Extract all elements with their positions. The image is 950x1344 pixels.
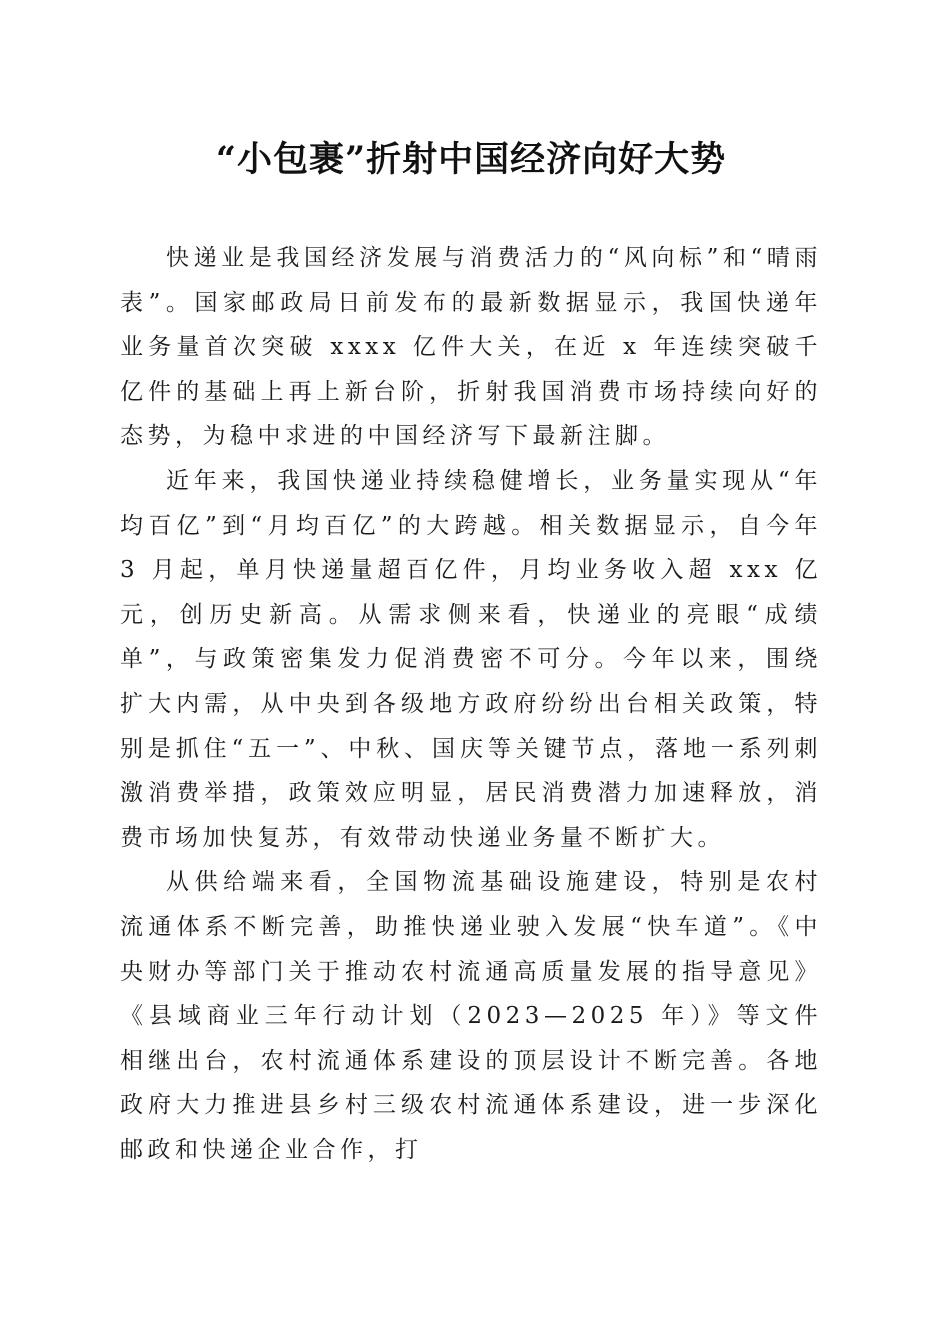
paragraph-3: 从供给端来看，全国物流基础设施建设，特别是农村流通体系不断完善，助推快递业驶入发展“快车道”。《中央财办等部门关于推动农村流通高质量发展的指导意见》《县域商业三年行动计划（2023—2025 年）》等文件相继出台，农村流通体系建设的顶层设计不断完善。各地政府大力推进县乡村三级农村流通体系建设，进一步深化邮政和快递企业合作，打	[120, 869, 822, 1163]
document-page	[120, 130, 822, 1172]
document-title: “小包裹”折射中国经济向好大势	[215, 139, 727, 180]
document-body	[120, 236, 822, 1172]
paragraph-1: 快递业是我国经济发展与消费活力的“风向标”和“晴雨表”。国家邮政局日前发布的最新数据显示，我国快递年业务量首次突破 xxxx 亿件大关，在近 x 年连续突破千亿件的基础上再上新台阶，折射我国消费市场持续向好的态势，为稳中求进的中国经济写下最新注脚。	[120, 245, 822, 450]
paragraph-2: 近年来，我国快递业持续稳健增长，业务量实现从“年均百亿”到“月均百亿”的大跨越。相关数据显示，自今年 3 月起，单月快递量超百亿件，月均业务收入超 xxx 亿元，创历史新高。从需求侧来看，快递业的亮眼“成绩单”，与政策密集发力促消费密不可分。今年以来，围绕扩大内需，从中央到各级地方政府纷纷出台相关政策，特别是抓住“五一”、中秋、国庆等关键节点，落地一系列刺激消费举措，政策效应明显，居民消费潜力加速释放，消费市场加快复苏，有效带动快递业务量不断扩大。	[120, 467, 822, 851]
